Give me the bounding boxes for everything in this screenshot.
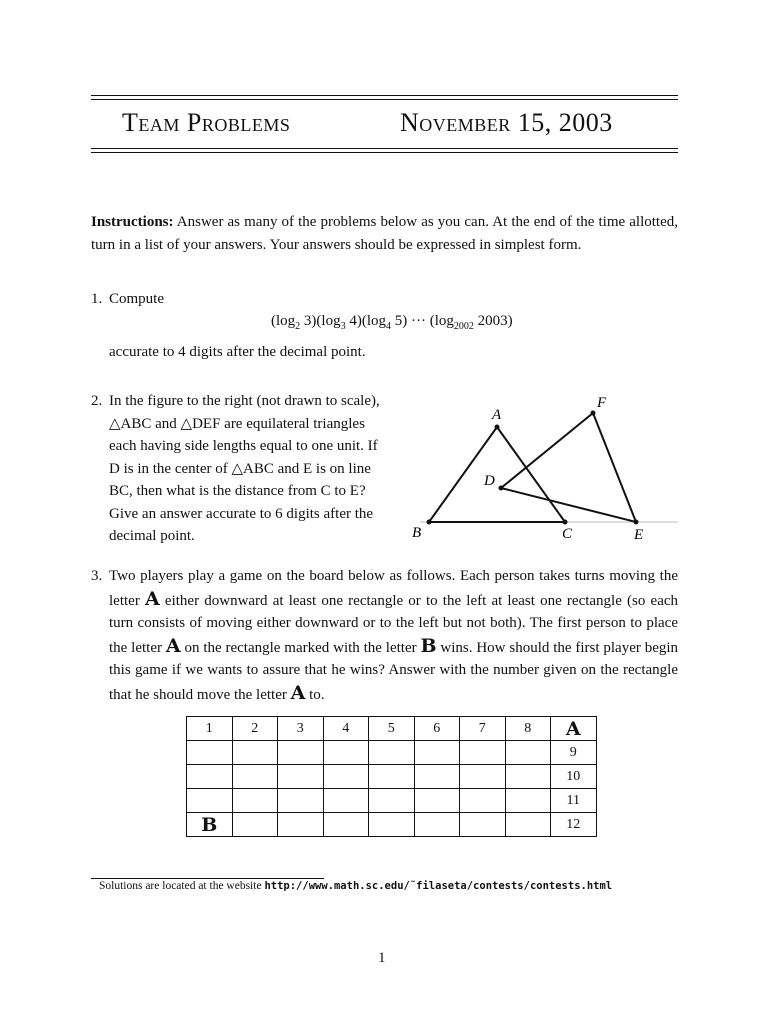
- board-cell: 1: [187, 717, 233, 741]
- board-cell: 10: [551, 765, 597, 789]
- board-row: [187, 813, 597, 837]
- board-cell: 8: [505, 717, 551, 741]
- point-f: [591, 411, 596, 416]
- board-cell: [414, 789, 460, 813]
- board-cell: [460, 765, 506, 789]
- board-cell: [369, 741, 415, 765]
- label-e: E: [634, 527, 644, 543]
- board-cell: [369, 813, 415, 837]
- footnote-text: Solutions are located at the website: [99, 880, 262, 892]
- problem-2-text: [109, 390, 394, 548]
- problem-2-line: In the figure to the right (not drawn to scale),: [109, 393, 380, 409]
- board-cell: [187, 789, 233, 813]
- problem-1-intro: Compute: [109, 291, 164, 307]
- header-rule-bottom-2: [91, 152, 678, 153]
- header-right-title: November 15, 2003: [400, 108, 613, 137]
- letter-b: B: [420, 634, 437, 657]
- board-cell: [232, 765, 278, 789]
- board-cell: [232, 813, 278, 837]
- board-cell: [460, 741, 506, 765]
- header-rule-top-1: [91, 95, 678, 96]
- label-c: C: [562, 526, 573, 542]
- letter-a: A: [145, 587, 160, 610]
- board-cell: [505, 789, 551, 813]
- board-cell: [414, 813, 460, 837]
- header-rule-top-2: [91, 99, 678, 100]
- board-cell: [369, 765, 415, 789]
- problem-2-line: D is in the center of △ABC and E is on line: [109, 460, 371, 477]
- point-b: [427, 520, 432, 525]
- board-cell: [232, 789, 278, 813]
- footnote: [99, 880, 612, 892]
- board-cell: 6: [414, 717, 460, 741]
- triangle-abc: [429, 427, 565, 522]
- problem-2-line: △ABC and △DEF are equilateral triangles: [109, 415, 365, 432]
- board-cell: [278, 789, 324, 813]
- label-f: F: [597, 395, 607, 411]
- game-board: [186, 716, 597, 837]
- instructions: [91, 211, 678, 256]
- problem-2-line: Give an answer accurate to 6 digits after the: [109, 505, 374, 522]
- problem-2-line: BC, then what is the distance from C to E?: [109, 483, 366, 499]
- problem-3-number: 3.: [91, 568, 103, 584]
- board-cell: [505, 813, 551, 837]
- problem-1-outro: accurate to 4 digits after the decimal point.: [109, 344, 366, 360]
- board-cell: [232, 741, 278, 765]
- header-left-title: Team Problems: [122, 108, 291, 137]
- problem-1-formula: ($\log_2$ $3)(\log_3$ $4)(\log_4$ 5) ··· ($\log_{2002}$ 2003): [271, 313, 513, 332]
- point-d: [499, 486, 504, 491]
- problem-2-line: each having side lengths equal to one unit. If: [109, 438, 378, 454]
- board-cell: [460, 789, 506, 813]
- board-cell: [414, 765, 460, 789]
- letter-a: A: [165, 634, 181, 657]
- letter-a: A: [290, 681, 306, 704]
- point-c: [563, 520, 568, 525]
- board-row: [187, 789, 597, 813]
- board-cell: [323, 813, 369, 837]
- board-cell-b: B: [187, 813, 233, 837]
- point-e: [634, 520, 639, 525]
- board-cell: [505, 765, 551, 789]
- instructions-label: Instructions:: [91, 214, 174, 230]
- board-cell: 2: [232, 717, 278, 741]
- problem-3-text: Two players play a game on the board below as follows. Each person takes turns moving the letter A either downward at least one rectangle or to the left at least one rectangle (so each turn consists of moving either downward or to the left but not both). The first person to place the letter A on the rectangle marked with the letter B wins. How should the first player begin this game if we wants to assure that he wins? Answer with the number given on the rectangle that he should move the letter A to.: [109, 568, 679, 704]
- board-cell: 12: [551, 813, 597, 837]
- problem-1-number: 1.: [91, 291, 103, 307]
- board-cell: [278, 741, 324, 765]
- board-cell: 7: [460, 717, 506, 741]
- board-cell: [278, 765, 324, 789]
- label-a: A: [492, 407, 502, 423]
- board-cell: [323, 789, 369, 813]
- board-row: [187, 765, 597, 789]
- board-cell: 11: [551, 789, 597, 813]
- board-cell: [414, 741, 460, 765]
- board-cell: [369, 789, 415, 813]
- board-row: [187, 741, 597, 765]
- label-d: D: [484, 473, 495, 489]
- triangle-figure: [400, 390, 690, 550]
- problem-2-number: 2.: [91, 393, 103, 409]
- board-cell: [505, 741, 551, 765]
- board-cell: 3: [278, 717, 324, 741]
- board-cell: 4: [323, 717, 369, 741]
- page-number: 1: [378, 950, 386, 966]
- board-cell-a: A: [551, 717, 597, 741]
- board-cell: [323, 741, 369, 765]
- board-cell: [323, 765, 369, 789]
- label-b: B: [412, 525, 422, 541]
- board-cell: [187, 765, 233, 789]
- footnote-url: http://www.math.sc.edu/˜filaseta/contests/contests.html: [264, 880, 613, 892]
- board-cell: 9: [551, 741, 597, 765]
- board-cell: [278, 813, 324, 837]
- board-row: [187, 717, 597, 741]
- board-cell: [187, 741, 233, 765]
- point-a: [495, 425, 500, 430]
- triangle-def: [501, 413, 636, 522]
- header-rule-bottom-1: [91, 148, 678, 149]
- instructions-text: Answer as many of the problems below as you can. At the end of the time allotted, turn in a list of your answers. Your answers should be expressed in simplest form.: [91, 214, 678, 253]
- board-cell: 5: [369, 717, 415, 741]
- footnote-rule: [91, 878, 324, 879]
- board-cell: [460, 813, 506, 837]
- problem-2-line: decimal point.: [109, 528, 195, 544]
